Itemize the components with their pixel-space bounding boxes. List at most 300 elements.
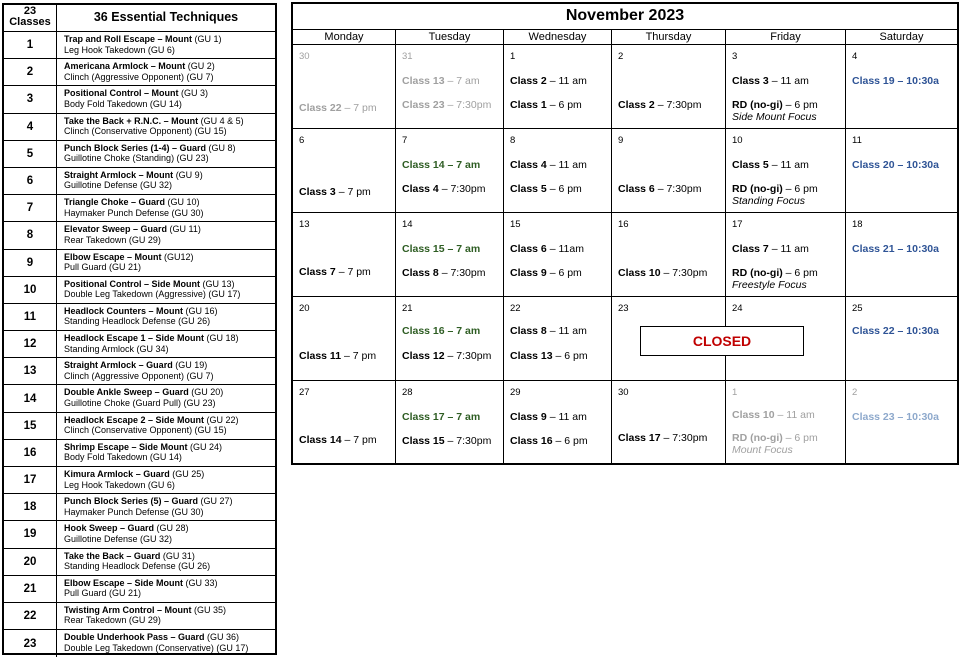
technique-number: 20 xyxy=(4,549,57,575)
technique-title: Positional Control – Mount xyxy=(64,88,179,99)
class-event[interactable] xyxy=(510,267,582,279)
technique-title: Take the Back + R.N.C. – Mount xyxy=(64,115,199,126)
technique-title: Straight Armlock – Mount xyxy=(64,169,174,180)
class-event[interactable] xyxy=(852,325,939,337)
class-event[interactable] xyxy=(402,75,480,87)
day-cell[interactable] xyxy=(846,213,957,296)
day-cell[interactable] xyxy=(396,297,504,380)
technique-row xyxy=(4,304,275,331)
event-name: RD (no-gi) xyxy=(732,432,783,444)
technique-number: 6 xyxy=(4,168,57,194)
event-time: – 11 am xyxy=(546,159,587,171)
day-cell[interactable] xyxy=(293,129,396,212)
technique-code: (GU 27) xyxy=(198,496,233,507)
technique-desc xyxy=(57,630,275,657)
event-time: – 7:30pm xyxy=(438,183,486,195)
event-name: Class 20 – 10:30a xyxy=(852,159,939,171)
class-event[interactable] xyxy=(299,350,376,362)
technique-code: (GU 20) xyxy=(188,387,224,398)
technique-number: 1 xyxy=(4,32,57,58)
event-name: Class 17 – 7 am xyxy=(402,411,481,423)
event-name: RD (no-gi) xyxy=(732,267,783,279)
technique-title: Trap and Roll Escape – Mount xyxy=(64,34,193,44)
calendar xyxy=(291,2,959,465)
event-time: – 7 pm xyxy=(341,434,377,446)
event-name: Class 19 – 10:30a xyxy=(852,75,939,87)
class-event[interactable] xyxy=(510,99,582,111)
class-event[interactable] xyxy=(732,243,809,255)
event-time: – 11am xyxy=(546,243,584,255)
technique-row xyxy=(4,413,275,440)
technique-title: Take the Back – Guard xyxy=(64,550,161,561)
technique-subtitle: Guillotine Choke (Guard Pull) (GU 23) xyxy=(64,397,216,408)
technique-number: 22 xyxy=(4,603,57,629)
event-time: – 7:30pm xyxy=(654,99,702,111)
day-number: 16 xyxy=(618,219,629,230)
techniques-title: 36 Essential Techniques xyxy=(93,10,239,24)
technique-code: (GU12) xyxy=(161,251,194,262)
technique-desc xyxy=(57,277,275,303)
class-event[interactable] xyxy=(510,183,582,195)
event-time: – 7 pm xyxy=(335,266,371,278)
technique-row xyxy=(4,195,275,222)
event-time: – 6 pm xyxy=(552,435,588,447)
day-number: 24 xyxy=(732,303,743,314)
class-event[interactable] xyxy=(402,325,480,337)
class-event[interactable] xyxy=(402,411,480,423)
technique-desc xyxy=(57,195,275,221)
class-event[interactable] xyxy=(402,99,491,111)
day-number: 2 xyxy=(852,387,858,398)
technique-desc xyxy=(57,168,275,194)
technique-number: 12 xyxy=(4,331,57,357)
calendar-week xyxy=(293,129,957,213)
focus-note: Side Mount Focus xyxy=(732,111,817,123)
event-time: – 7 pm xyxy=(341,102,377,114)
day-number: 25 xyxy=(852,303,863,314)
closed-banner: CLOSED xyxy=(640,326,804,356)
technique-number: 14 xyxy=(4,385,57,411)
day-cell[interactable] xyxy=(396,213,504,296)
technique-title: Headlock Counters – Mount xyxy=(64,305,184,316)
day-cell[interactable] xyxy=(846,297,957,380)
day-number: 8 xyxy=(510,135,516,146)
technique-code: (GU 35) xyxy=(191,604,227,615)
technique-desc xyxy=(57,86,275,112)
day-number: 28 xyxy=(402,387,413,398)
technique-title: Triangle Choke – Guard xyxy=(64,197,166,208)
technique-code: (GU 22) xyxy=(204,414,239,425)
technique-title: Positional Control – Side Mount xyxy=(64,278,200,289)
class-event[interactable] xyxy=(402,243,480,255)
technique-number: 21 xyxy=(4,576,57,602)
day-number: 11 xyxy=(852,135,862,146)
event-time: – 6 pm xyxy=(782,432,818,444)
event-time: – 7:30pm xyxy=(660,432,708,444)
event-time: – 6 pm xyxy=(782,267,818,279)
class-event[interactable] xyxy=(510,325,587,337)
day-cell[interactable] xyxy=(846,45,957,128)
technique-subtitle: Standing Headlock Defense (GU 26) xyxy=(64,316,211,327)
event-time: – 11 am xyxy=(546,75,587,87)
day-number: 30 xyxy=(299,51,310,62)
technique-number: 17 xyxy=(4,467,57,493)
class-event[interactable] xyxy=(618,99,701,111)
technique-subtitle: Leg Hook Takedown (GU 6) xyxy=(64,479,175,490)
technique-code: (GU 10) xyxy=(165,197,200,208)
technique-title: Hook Sweep – Guard xyxy=(64,523,155,534)
event-name: Class 14 – 7 am xyxy=(402,159,481,171)
event-name: RD (no-gi) xyxy=(732,99,783,111)
technique-code: (GU 8) xyxy=(206,142,236,153)
day-cell[interactable] xyxy=(612,213,726,296)
event-name: Class 4 xyxy=(510,159,547,171)
class-event[interactable] xyxy=(618,432,707,444)
day-cell[interactable] xyxy=(726,381,846,465)
technique-subtitle: Rear Takedown (GU 29) xyxy=(64,234,161,245)
day-number: 2 xyxy=(618,51,624,62)
technique-number: 2 xyxy=(4,59,57,85)
day-number: 15 xyxy=(510,219,521,230)
technique-desc xyxy=(57,521,275,547)
event-time: – 11 am xyxy=(546,325,587,337)
day-cell[interactable] xyxy=(846,381,957,465)
day-number: 9 xyxy=(618,135,624,146)
day-cell[interactable] xyxy=(504,213,612,296)
technique-code: (GU 11) xyxy=(167,224,201,235)
technique-subtitle: Double Leg Takedown (Conservative) (GU 17) xyxy=(64,642,249,653)
event-name: Class 8 xyxy=(402,267,439,279)
technique-subtitle: Standing Headlock Defense (GU 26) xyxy=(64,561,211,572)
technique-subtitle: Standing Armlock (GU 34) xyxy=(64,343,169,354)
event-name: Class 10 xyxy=(732,409,775,421)
technique-subtitle: Rear Takedown (GU 29) xyxy=(64,615,161,626)
event-name: Class 21 – 10:30a xyxy=(852,243,939,255)
class-event[interactable] xyxy=(852,243,939,255)
technique-subtitle: Pull Guard (GU 21) xyxy=(64,262,142,272)
day-cell[interactable] xyxy=(612,45,726,128)
event-name: Class 15 – 7 am xyxy=(402,243,481,255)
technique-code: (GU 2) xyxy=(185,61,215,72)
technique-subtitle: Haymaker Punch Defense (GU 30) xyxy=(64,207,204,218)
weekday-thursday: Thursday xyxy=(612,30,726,44)
class-event[interactable] xyxy=(510,75,587,87)
technique-row xyxy=(4,576,275,603)
technique-row xyxy=(4,59,275,86)
event-time: – 7:30pm xyxy=(444,435,492,447)
weekday-tuesday: Tuesday xyxy=(396,30,504,44)
technique-row xyxy=(4,494,275,521)
technique-code: (GU 33) xyxy=(183,577,218,588)
event-name: Class 9 xyxy=(510,267,547,279)
day-cell[interactable] xyxy=(504,129,612,212)
day-number: 18 xyxy=(852,219,863,230)
event-name: Class 23 – 10:30a xyxy=(852,411,939,423)
technique-desc xyxy=(57,250,275,276)
day-number: 6 xyxy=(299,135,305,146)
day-number: 29 xyxy=(510,387,521,398)
technique-row xyxy=(4,32,275,59)
event-time: – 6 pm xyxy=(546,99,582,111)
event-time: – 7:30pm xyxy=(444,350,492,362)
event-name: Class 22 xyxy=(299,102,342,114)
event-name: Class 8 xyxy=(510,325,547,337)
technique-code: (GU 4 & 5) xyxy=(198,115,244,126)
event-name: Class 5 xyxy=(510,183,547,195)
technique-code: (GU 1) xyxy=(192,34,222,44)
event-name: Class 13 xyxy=(402,75,445,87)
technique-code: (GU 18) xyxy=(204,333,239,344)
technique-title: Headlock Escape 1 – Side Mount xyxy=(64,333,205,344)
technique-row xyxy=(4,521,275,548)
event-time: – 7 pm xyxy=(341,350,377,362)
technique-title: Headlock Escape 2 – Side Mount xyxy=(64,414,205,425)
day-cell[interactable] xyxy=(726,45,846,128)
event-time: – 6 pm xyxy=(782,99,818,111)
day-number: 30 xyxy=(618,387,629,398)
technique-number: 13 xyxy=(4,358,57,384)
event-name: Class 17 xyxy=(618,432,661,444)
class-event[interactable] xyxy=(402,350,491,362)
class-event[interactable] xyxy=(852,411,939,423)
event-time: – 7:30pm xyxy=(654,183,702,195)
day-cell[interactable] xyxy=(293,297,396,380)
technique-desc xyxy=(57,413,275,439)
technique-row xyxy=(4,331,275,358)
technique-subtitle: Body Fold Takedown (GU 14) xyxy=(64,98,182,109)
technique-row xyxy=(4,630,275,657)
class-event[interactable] xyxy=(618,183,701,195)
technique-title: Double Underhook Pass – Guard xyxy=(64,632,205,643)
event-time: – 11 am xyxy=(774,409,815,421)
day-cell[interactable] xyxy=(396,381,504,465)
class-event[interactable] xyxy=(732,432,818,444)
class-event[interactable] xyxy=(402,159,480,171)
technique-row xyxy=(4,141,275,168)
technique-desc xyxy=(57,331,275,357)
technique-number: 23 xyxy=(4,630,57,657)
technique-number: 19 xyxy=(4,521,57,547)
day-number: 1 xyxy=(732,387,738,398)
technique-desc xyxy=(57,59,275,85)
class-event[interactable] xyxy=(732,183,818,195)
event-name: Class 6 xyxy=(510,243,547,255)
day-number: 23 xyxy=(618,303,629,314)
day-number: 21 xyxy=(402,303,413,314)
calendar-week xyxy=(293,213,957,297)
day-number: 7 xyxy=(402,135,408,146)
event-name: Class 13 xyxy=(510,350,553,362)
technique-number: 15 xyxy=(4,413,57,439)
technique-subtitle: Guillotine Choke (Standing) (GU 23) xyxy=(64,153,209,164)
technique-row xyxy=(4,358,275,385)
technique-subtitle: Pull Guard (GU 21) xyxy=(64,588,142,599)
technique-desc xyxy=(57,304,275,330)
class-event[interactable] xyxy=(402,435,491,447)
technique-title: Americana Armlock – Mount xyxy=(64,61,186,72)
day-number: 14 xyxy=(402,219,413,230)
event-time: – 6 pm xyxy=(546,183,582,195)
technique-desc xyxy=(57,141,275,167)
weekday-saturday: Saturday xyxy=(879,31,924,43)
techniques-table xyxy=(2,3,277,655)
technique-desc xyxy=(57,549,275,575)
weekday-monday: Monday xyxy=(293,30,396,44)
day-cell[interactable] xyxy=(726,129,846,212)
class-event[interactable] xyxy=(732,409,815,421)
class-event[interactable] xyxy=(402,183,485,195)
event-name: Class 6 xyxy=(618,183,655,195)
technique-title: Straight Armlock – Guard xyxy=(64,360,173,371)
class-event[interactable] xyxy=(510,435,588,447)
class-event[interactable] xyxy=(299,434,377,446)
technique-title: Shrimp Escape – Side Mount xyxy=(64,441,188,452)
event-name: Class 4 xyxy=(402,183,439,195)
day-cell[interactable] xyxy=(396,45,504,128)
class-event[interactable] xyxy=(852,159,939,171)
event-time: – 7:30pm xyxy=(444,99,492,111)
class-event[interactable] xyxy=(618,267,707,279)
technique-subtitle: Leg Hook Takedown (GU 6) xyxy=(64,44,175,55)
class-event[interactable] xyxy=(299,102,377,114)
event-name: Class 22 – 10:30a xyxy=(852,325,939,337)
technique-code: (GU 31) xyxy=(160,550,195,561)
day-cell[interactable] xyxy=(846,129,957,212)
class-event[interactable] xyxy=(852,75,939,87)
technique-subtitle: Guillotine Defense (GU 32) xyxy=(64,533,173,544)
focus-note: Mount Focus xyxy=(732,444,793,456)
day-cell[interactable] xyxy=(504,297,612,380)
day-number: 13 xyxy=(299,219,310,230)
technique-code: (GU 25) xyxy=(169,469,205,479)
day-cell[interactable] xyxy=(396,129,504,212)
technique-row xyxy=(4,467,275,494)
event-time: – 7:30pm xyxy=(438,267,486,279)
event-name: Class 3 xyxy=(732,75,769,87)
event-time: – 7 pm xyxy=(335,186,371,198)
class-count-number: 23 xyxy=(23,5,37,17)
day-cell[interactable] xyxy=(504,381,612,465)
class-event[interactable] xyxy=(402,267,485,279)
day-cell[interactable] xyxy=(293,45,396,128)
technique-number: 4 xyxy=(4,114,57,140)
technique-code: (GU 9) xyxy=(173,169,203,180)
weekday-header xyxy=(293,30,957,45)
class-event[interactable] xyxy=(732,159,809,171)
event-name: Class 2 xyxy=(618,99,655,111)
class-event[interactable] xyxy=(732,99,818,111)
technique-number: 11 xyxy=(4,304,57,330)
class-event[interactable] xyxy=(510,243,584,255)
technique-number: 9 xyxy=(4,250,57,276)
class-event[interactable] xyxy=(732,75,809,87)
technique-code: (GU 13) xyxy=(200,278,235,289)
event-name: Class 12 xyxy=(402,350,445,362)
weekday-wednesday: Wednesday xyxy=(504,30,612,44)
technique-subtitle: Double Leg Takedown (Aggressive) (GU 17) xyxy=(64,289,241,300)
technique-row xyxy=(4,603,275,630)
event-time: – 11 am xyxy=(768,159,809,171)
calendar-week xyxy=(293,381,957,465)
technique-number: 8 xyxy=(4,222,57,248)
technique-title: Kimura Armlock – Guard xyxy=(64,469,170,479)
technique-title: Elevator Sweep – Guard xyxy=(64,224,168,235)
day-cell[interactable] xyxy=(293,381,396,465)
technique-row xyxy=(4,385,275,412)
technique-desc xyxy=(57,494,275,520)
event-name: Class 16 – 7 am xyxy=(402,325,481,337)
techniques-header xyxy=(4,5,275,32)
technique-row xyxy=(4,114,275,141)
day-cell[interactable] xyxy=(504,45,612,128)
class-event[interactable] xyxy=(732,267,818,279)
technique-code: (GU 36) xyxy=(204,632,240,643)
class-event[interactable] xyxy=(299,266,371,278)
day-number: 3 xyxy=(732,51,738,62)
technique-title: Double Ankle Sweep – Guard xyxy=(64,387,189,398)
day-number: 22 xyxy=(510,303,521,314)
technique-desc xyxy=(57,32,275,58)
event-time: – 7 am xyxy=(444,75,480,87)
technique-subtitle: Clinch (Aggressive Opponent) (GU 7) xyxy=(64,370,214,381)
event-name: Class 7 xyxy=(299,266,336,278)
event-name: Class 1 xyxy=(510,99,547,111)
day-cell[interactable] xyxy=(612,129,726,212)
class-event[interactable] xyxy=(510,350,588,362)
class-event[interactable] xyxy=(299,186,371,198)
event-time: – 6 pm xyxy=(546,267,582,279)
technique-desc xyxy=(57,358,275,384)
day-number: 1 xyxy=(510,51,516,62)
event-name: Class 11 xyxy=(299,350,342,362)
technique-subtitle: Guillotine Defense (GU 32) xyxy=(64,180,173,191)
technique-row xyxy=(4,168,275,195)
focus-note: Freestyle Focus xyxy=(732,279,807,291)
class-count-label: Classes xyxy=(9,16,51,28)
day-cell[interactable] xyxy=(726,213,846,296)
event-time: – 7:30pm xyxy=(660,267,708,279)
event-name: Class 2 xyxy=(510,75,547,87)
class-event[interactable] xyxy=(510,411,587,423)
calendar-title: November 2023 xyxy=(293,4,957,30)
class-count-header xyxy=(4,5,57,31)
calendar-week xyxy=(293,297,957,381)
event-time: – 11 am xyxy=(768,243,809,255)
technique-subtitle: Haymaker Punch Defense (GU 30) xyxy=(64,506,204,517)
day-cell[interactable] xyxy=(612,381,726,465)
calendar-week xyxy=(293,45,957,129)
class-event[interactable] xyxy=(510,159,587,171)
day-number: 17 xyxy=(732,219,743,230)
calendar-weeks xyxy=(293,45,957,465)
day-number: 4 xyxy=(852,51,858,62)
day-number: 10 xyxy=(732,135,743,146)
technique-desc xyxy=(57,467,275,493)
event-name: Class 23 xyxy=(402,99,445,111)
technique-row xyxy=(4,277,275,304)
event-name: RD (no-gi) xyxy=(732,183,783,195)
day-number: 20 xyxy=(299,303,310,314)
technique-number: 18 xyxy=(4,494,57,520)
event-name: Class 3 xyxy=(299,186,336,198)
technique-desc xyxy=(57,440,275,466)
technique-row xyxy=(4,222,275,249)
techniques-rows xyxy=(4,32,275,657)
event-time: – 11 am xyxy=(768,75,809,87)
event-time: – 6 pm xyxy=(782,183,818,195)
day-cell[interactable] xyxy=(293,213,396,296)
technique-row xyxy=(4,250,275,277)
